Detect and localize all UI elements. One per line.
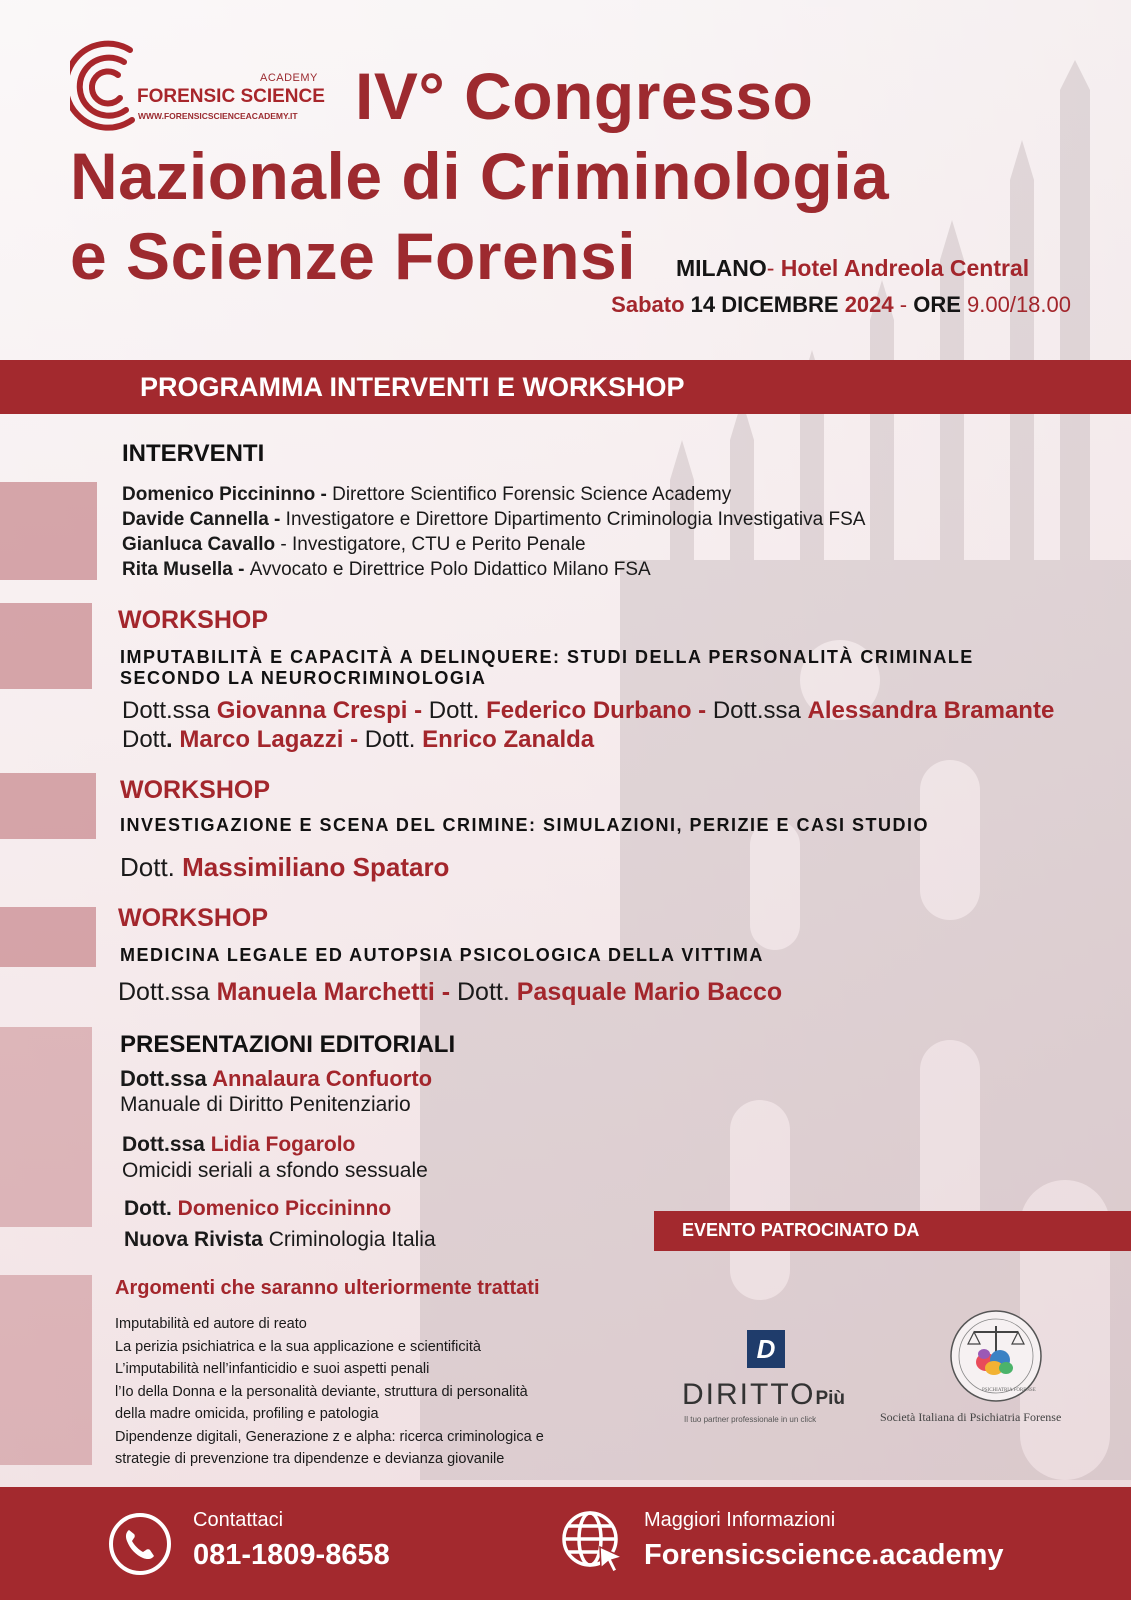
program-band bbox=[0, 360, 1131, 414]
topic-line: L’imputabilità nell’infanticidio e suoi aspetti penali bbox=[115, 1361, 430, 1377]
workshop-2-speaker: Dott. Massimiliano Spataro bbox=[120, 852, 450, 882]
title-line-1: IV° Congresso bbox=[355, 59, 814, 133]
diritto-badge-icon: D bbox=[747, 1330, 785, 1368]
workshop-1-speakers-line-2: Dott. Marco Lagazzi - Dott. Enrico Zanalda bbox=[122, 726, 595, 753]
logo-academy-text: ACADEMY bbox=[260, 72, 318, 84]
title-line-3: e Scienze Forensi bbox=[70, 219, 637, 293]
workshop-3-title: MEDICINA LEGALE ED AUTOPSIA PSICOLOGICA DELLA VITTIMA bbox=[120, 945, 764, 965]
diritto-tagline: Il tuo partner professionale in un click bbox=[684, 1415, 817, 1424]
editorial-author-1: Dott.ssa Annalaura Confuorto bbox=[120, 1066, 433, 1091]
side-block bbox=[0, 907, 96, 967]
side-block bbox=[0, 1275, 92, 1465]
venue-city: MILANO bbox=[676, 255, 767, 281]
editorial-book-3: Nuova Rivista Criminologia Italia bbox=[124, 1228, 436, 1251]
workshop-3-speakers: Dott.ssa Manuela Marchetti - Dott. Pasquale Mario Bacco bbox=[118, 978, 783, 1006]
diritto-name: DIRITTOPiù bbox=[682, 1378, 846, 1411]
workshop-1-title-line-2: SECONDO LA NEUROCRIMINOLOGIA bbox=[120, 668, 487, 688]
workshop-2-heading: WORKSHOP bbox=[120, 776, 270, 804]
contact-label: Contattaci bbox=[193, 1509, 284, 1531]
topic-line: strategie di prevenzione tra dipendenze e devianza giovanile bbox=[115, 1451, 505, 1467]
title-line-2: Nazionale di Criminologia bbox=[70, 139, 890, 213]
venue bbox=[676, 255, 1029, 282]
side-block bbox=[0, 603, 92, 689]
sipf-logo bbox=[880, 1308, 1120, 1423]
editorial-book-1: Manuale di Diritto Penitenziario bbox=[120, 1093, 411, 1116]
workshop-3-heading: WORKSHOP bbox=[118, 904, 268, 932]
intervento-item: Gianluca Cavallo - Investigatore, CTU e Perito Penale bbox=[122, 534, 586, 555]
date-day: Sabato bbox=[611, 292, 685, 317]
editorial-heading: PRESENTAZIONI EDITORIALI bbox=[120, 1031, 456, 1058]
venue-hotel: Hotel Andreola Central bbox=[780, 255, 1030, 281]
sipf-name: Società Italiana di Psichiatria Forense bbox=[880, 1410, 1062, 1424]
program-title: PROGRAMMA INTERVENTI E WORKSHOP bbox=[140, 372, 685, 402]
topics-list bbox=[115, 1313, 544, 1471]
interventi-heading: INTERVENTI bbox=[122, 440, 265, 467]
event-date bbox=[611, 292, 1071, 318]
intervento-item: Rita Musella - Avvocato e Direttrice Polo Didattico Milano FSA bbox=[122, 559, 651, 580]
patron-band bbox=[654, 1211, 1131, 1251]
logo-spiral-icon bbox=[70, 40, 140, 135]
logo-url-text: WWW.FORENSICSCIENCEACADEMY.IT bbox=[138, 111, 298, 121]
intervento-item: Domenico Piccininno - Direttore Scientifico Forensic Science Academy bbox=[122, 484, 732, 505]
patron-heading: EVENTO PATROCINATO DA bbox=[682, 1220, 920, 1240]
date-date: 14 DICEMBRE bbox=[690, 292, 839, 317]
date-time: 9.00/18.00 bbox=[967, 292, 1071, 317]
editorial-book-2: Omicidi seriali a sfondo sessuale bbox=[122, 1159, 428, 1182]
diritto-piu-logo bbox=[680, 1330, 850, 1425]
side-block bbox=[0, 773, 96, 839]
workshop-1-heading: WORKSHOP bbox=[118, 606, 268, 634]
workshop-2-title: INVESTIGAZIONE E SCENA DEL CRIMINE: SIMULAZIONI, PERIZIE E CASI STUDIO bbox=[120, 815, 930, 835]
date-ore: ORE bbox=[913, 292, 961, 317]
venue-separator: - bbox=[766, 255, 781, 281]
topics-heading: Argomenti che saranno ulteriormente trattati bbox=[115, 1277, 540, 1299]
topic-line: Dipendenze digitali, Generazione z e alpha: ricerca criminologica e bbox=[115, 1428, 544, 1445]
date-separator: - bbox=[893, 292, 914, 317]
footer bbox=[0, 1487, 1131, 1600]
topic-line: della madre omicida, profiling e patologia bbox=[115, 1406, 379, 1422]
side-block bbox=[0, 1027, 92, 1227]
topic-line: Imputabilità ed autore di reato bbox=[115, 1316, 307, 1332]
topic-line: l’Io della Donna e la personalità deviante, struttura di personalità bbox=[115, 1383, 528, 1400]
info-label: Maggiori Informazioni bbox=[644, 1509, 836, 1531]
sipf-seal-text: PSICHIATRIA FORENSE bbox=[982, 1388, 1036, 1393]
topic-line: La perizia psichiatrica e la sua applicazione e scientificità bbox=[115, 1338, 481, 1355]
side-block bbox=[0, 482, 97, 580]
phone-icon[interactable] bbox=[108, 1512, 172, 1576]
logo-name-text: FORENSIC SCIENCE bbox=[137, 86, 325, 107]
forensic-science-academy-logo bbox=[70, 40, 330, 135]
phone-number[interactable]: 081-1809-8658 bbox=[193, 1539, 390, 1571]
intervento-item: Davide Cannella - Investigatore e Direttore Dipartimento Criminologia Investigativa FSA bbox=[122, 509, 866, 530]
interventi-list bbox=[122, 482, 865, 582]
editorial-author-2: Dott.ssa Lidia Fogarolo bbox=[122, 1133, 356, 1156]
editorial-author-3: Dott. Domenico Piccininno bbox=[124, 1197, 392, 1220]
website-link[interactable]: Forensicscience.academy bbox=[644, 1539, 1004, 1571]
globe-cursor-icon[interactable] bbox=[560, 1509, 626, 1575]
workshop-1-speakers-line-1: Dott.ssa Giovanna Crespi - Dott. Federico Durbano - Dott.ssa Alessandra Bramante bbox=[122, 697, 1055, 724]
workshop-1-title-line-1: IMPUTABILITÀ E CAPACITÀ A DELINQUERE: STUDI DELLA PERSONALITÀ CRIMINALE bbox=[120, 647, 974, 667]
date-year: 2024 bbox=[844, 292, 894, 317]
